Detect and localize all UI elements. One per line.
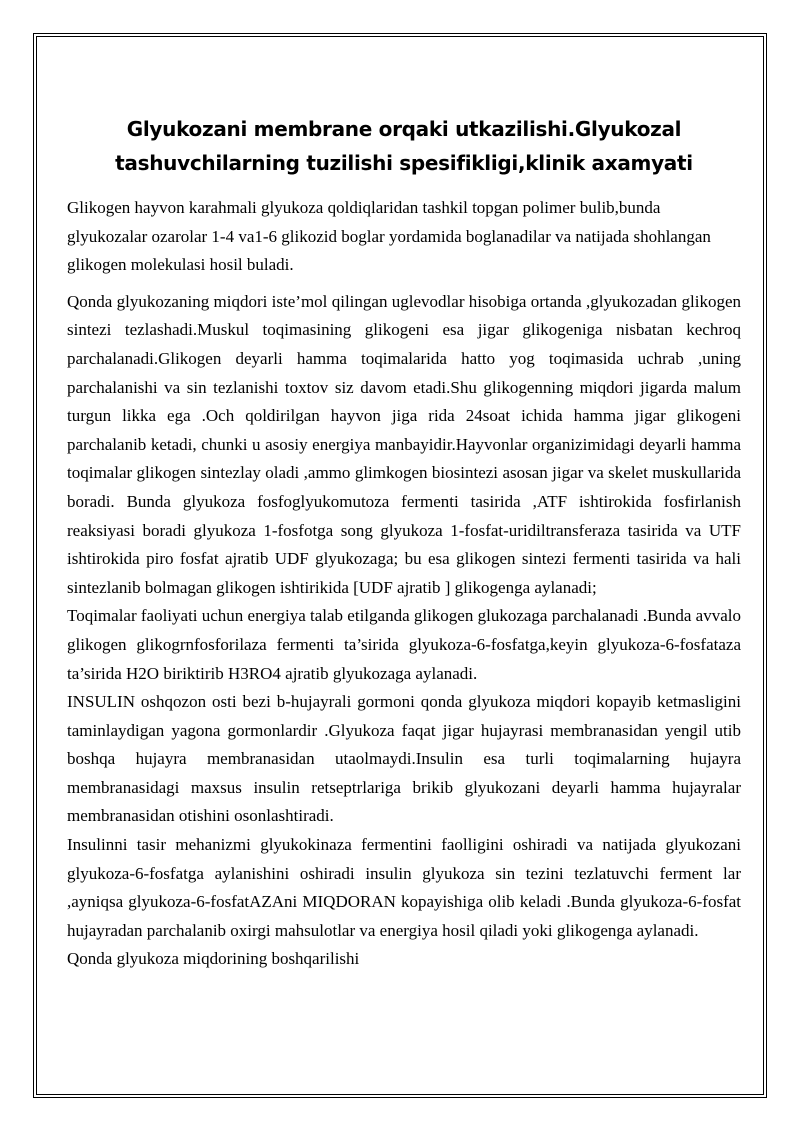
document-title xyxy=(67,112,741,180)
paragraph-blood-glucose-regulation: Qonda glyukoza miqdorining boshqarilishi xyxy=(67,949,360,969)
paragraph-insulin-mechanism: Insulinni tasir mehanizmi glyukokinaza fermentini faolligini oshiradi va natijada glyukozani glyukoza-6-fosfatga aylanishini oshiradi insulin glyukoza sin tezini tezlatuvchi ferment lar ,ayniqsa glyukoza-6-fosfatAZAni MIQDORAN kopayishiga olib keladi .Bunda glyukoza-6-fosfat hujayradan parchalanib oxirgi mahsulotlar va energiya hosil qiladi yoki glikogenga aylanadi. xyxy=(67,835,741,940)
paragraph-glycogen-synthesis: Qonda glyukozaning miqdori iste’mol qilingan uglevodlar hisobiga ortanda ,glyukozadan glikogen sintezi tezlashadi.Muskul toqimasining glikogeni esa jigar glikogeniga nisbatan kechroq parchalanadi.Glikogen deyarli hamma toqimalarida hatto yog toqimasida uchrab ,uning parchalanishi va sin tezlanishi toxtov siz davom etadi.Shu glikogenning miqdori jigarda malum turgun likka ega .Och qoldirilgan hayvon jiga rida 24soat ichida hamma jigar glikogeni parchalanib ketadi, chunki u asosiy energiya manbayidir.Hayvonlar organizimidagi deyarli hamma toqimalar glikogen sintezlay oladi ,ammo glimkogen biosintezi asosan jigar va skelet muskullarida boradi. Bunda glyukoza fosfoglyukomutoza fermenti tasirida ,ATF ishtirokida fosfirlanish reaksiyasi boradi glyukoza 1-fosfotga song glyukoza 1-fosfat-uridiltransferaza tasirida va UTF ishtirokida piro fosfat ajratib UDF glyukozaga; bu esa glikogen sintezi fermenti tasirida va hali sintezlanib bolmagan glikogen ishtirikida [UDF ajratib ] glikogenga aylanadi; xyxy=(67,291,741,597)
title-line-1: Glyukozani membrane orqaki utkazilishi.Glyukozal xyxy=(126,117,682,141)
paragraph-glycogen-definition: Glikogen hayvon karahmali glyukoza qoldiqlaridan tashkil topgan polimer bulib,bunda glyukozalar ozarolar 1-4 va1-6 glikozid boglar yordamida boglanadilar va natijada shohlangan glikogen molekulasi hosil buladi. xyxy=(67,198,711,275)
paragraph-glycogen-breakdown: Toqimalar faoliyati uchun energiya talab etilganda glikogen glukozaga parchalanadi .Bunda avvalo glikogen glikogrnfosforilaza fermenti ta’sirida glyukoza-6-fosfatga,keyin glyukoza-6-fosfataza ta’sirida H2O biriktirib H3RO4 ajratib glyukozaga aylanadi. xyxy=(67,606,741,683)
document-body xyxy=(67,112,741,974)
paragraph-insulin: INSULIN oshqozon osti bezi b-hujayrali gormoni qonda glyukoza miqdori kopayib ketmasligini taminlaydigan yagona gormonlardir .Glyukoza faqat jigar hujayrasi membranasidan yengil utib boshqa hujayra membranasidan utaolmaydi.Insulin esa turli toqimalarning hujayra membranasidagi maxsus insulin retseptrlariga brikib glyukozani deyarli hamma hujayralar membranasidan otishini osonlashtiradi. xyxy=(67,692,741,826)
title-line-2: tashuvchilarning tuzilishi spesifikligi,klinik axamyati xyxy=(115,151,693,175)
